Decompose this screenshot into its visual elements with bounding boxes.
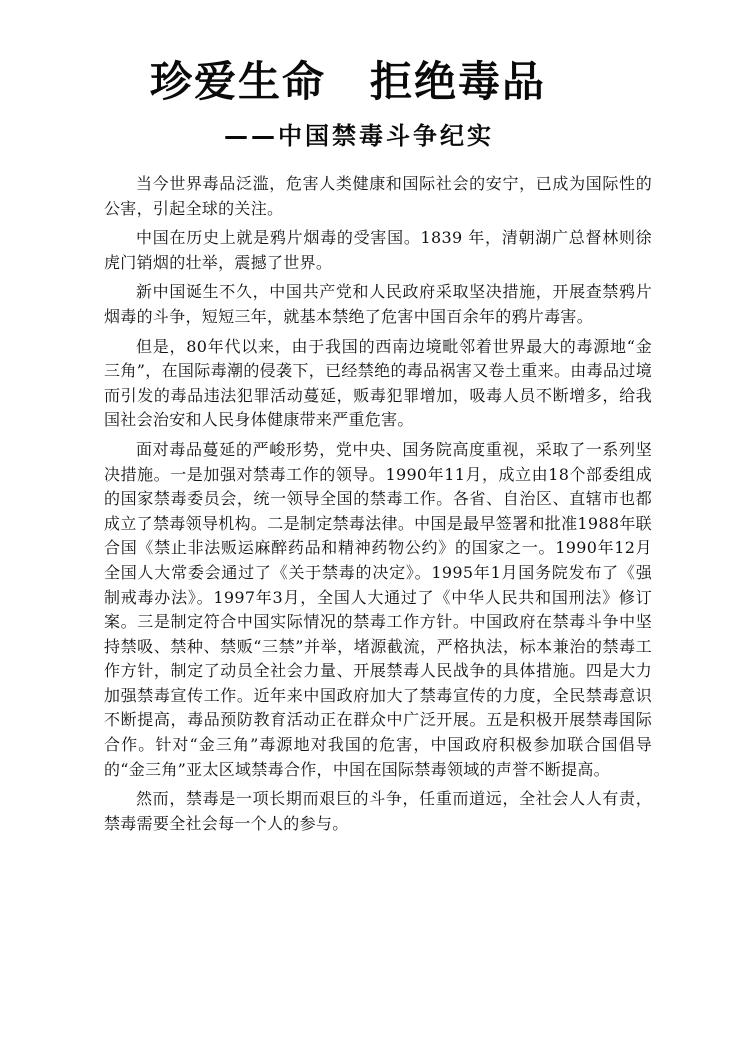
- paragraph-intro: 当今世界毒品泛滥，危害人类健康和国际社会的安宁，已成为国际性的公害，引起全球的关注。: [104, 174, 652, 218]
- article-subtitle: ——中国禁毒斗争纪实: [224, 122, 494, 150]
- article-body: [104, 172, 652, 841]
- paragraph-new-china: 新中国诞生不久，中国共产党和人民政府采取坚决措施，开展查禁鸦片烟毒的斗争，短短三年，就基本禁绝了危害中国百余年的鸦片毒害。: [104, 282, 652, 326]
- paragraph-conclusion: 然而，禁毒是一项长期而艰巨的斗争，任重而道远，全社会人人有责，禁毒需要全社会每一个人的参与。: [104, 789, 652, 833]
- paragraph-measures: 面对毒品蔓延的严峻形势，党中央、国务院高度重视，采取了一系列坚决措施。一是加强对禁毒工作的领导。1990年11月，成立由18个部委组成的国家禁毒委员会，统一领导全国的禁毒工作。各省、自治区、直辖市也都成立了禁毒领导机构。二是制定禁毒法律。中国是最早签署和批准1988年联合国《禁止非法贩运麻醉药品和精神药物公约》的国家之一。1990年12月全国人大常委会通过了《关于禁毒的决定》。1995年1月国务院发布了《强制戒毒办法》。1997年3月，全国人大通过了《中华人民共和国刑法》修订案。三是制定符合中国实际情况的禁毒工作方针。中国政府在禁毒斗争中坚持禁吸、禁种、禁贩“三禁”并举，堵源截流，严格执法，标本兼治的禁毒工作方针，制定了动员全社会力量、开展禁毒人民战争的具体措施。四是大力加强禁毒宣传工作。近年来中国政府加大了禁毒宣传的力度，全民禁毒意识不断提高，毒品预防教育活动正在群众中广泛开展。五是积极开展禁毒国际合作。针对“金三角”毒源地对我国的危害，中国政府积极参加联合国倡导的“金三角”亚太区域禁毒合作，中国在国际禁毒领域的声誉不断提高。: [104, 439, 652, 779]
- paragraph-resurgence: 但是，80年代以来，由于我国的西南边境毗邻着世界最大的毒源地“金三角”，在国际毒潮的侵袭下，已经禁绝的毒品祸害又卷土重来。由毒品过境而引发的毒品违法犯罪活动蔓延，贩毒犯罪增加，吸毒人员不断增多，给我国社会治安和人民身体健康带来严重危害。: [104, 336, 652, 430]
- paragraph-history: 中国在历史上就是鸦片烟毒的受害国。1839 年，清朝湖广总督林则徐虎门销烟的壮举，震撼了世界。: [104, 228, 652, 272]
- article-title: 珍爱生命 拒绝毒品: [150, 57, 547, 106]
